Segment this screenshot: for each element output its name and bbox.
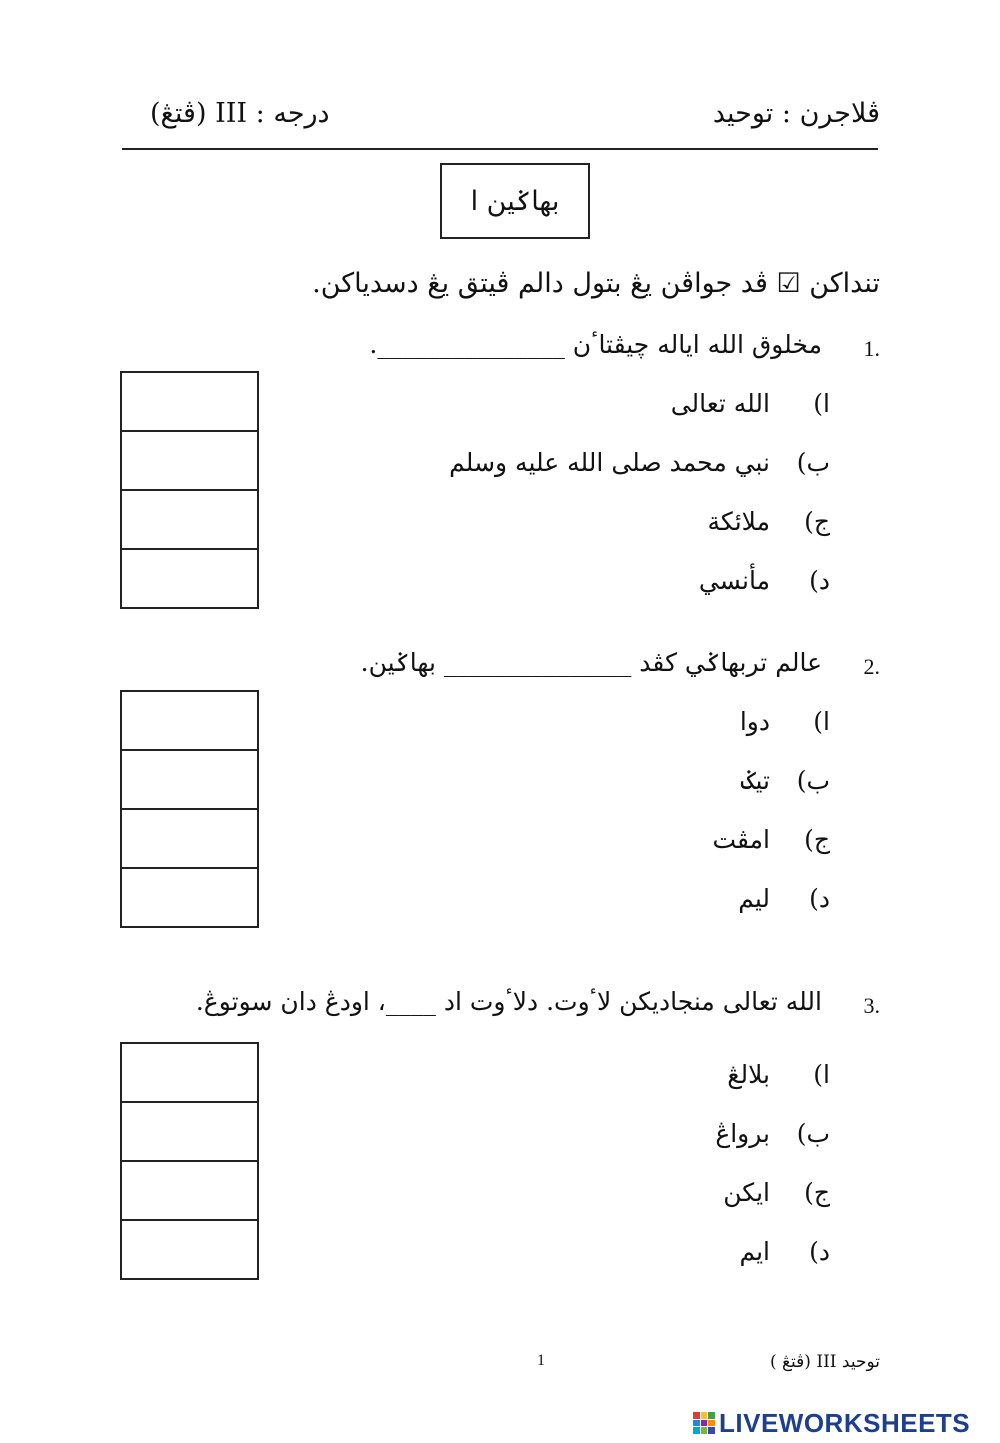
answer-checkbox[interactable] (122, 1044, 257, 1103)
option-text: ملائكة (707, 507, 770, 536)
option-letter: ج) (804, 507, 830, 536)
answer-checkbox[interactable] (122, 1162, 257, 1221)
answer-boxes-q1 (120, 371, 259, 609)
option-text: مأنسي (698, 566, 770, 595)
answer-checkbox[interactable] (122, 692, 257, 751)
answer-checkbox[interactable] (122, 373, 257, 432)
option-letter: ا) (813, 389, 830, 418)
brand-name: LIVEWORKSHEETS (719, 1407, 971, 1438)
option-text: امڤت (712, 825, 770, 854)
answer-checkbox[interactable] (122, 869, 257, 926)
question-text: الله تعالى منجاديكن لاٴوت. دلاٴوت اد ____، اودڠ دان سوتوڠ. (195, 987, 822, 1016)
question-number: 2. (863, 654, 880, 679)
option-text: ايكن (723, 1178, 770, 1207)
instruction-text: تنداكن ☑ ڤد جواڤن يڠ بتول دالم ڤيتق يڠ دسدياكن. (312, 268, 880, 299)
option-text: تيݢ (740, 766, 770, 795)
question-text: عالم تربهاݢي كڤد _______________ بهاݢين. (360, 648, 822, 677)
answer-checkbox[interactable] (122, 810, 257, 869)
option-text: الله تعالى (670, 389, 770, 418)
option-letter: ج) (804, 825, 830, 854)
option-letter: ب) (796, 766, 830, 795)
option-text: برواڠ (715, 1119, 770, 1148)
option-letter: ب) (796, 1119, 830, 1148)
subject-label: ڤلاجرن : توحيد (712, 98, 880, 129)
option-text: ايم (739, 1237, 770, 1266)
option-letter: ا) (813, 1060, 830, 1089)
answer-boxes-q3 (120, 1042, 259, 1280)
grade-label: درجه : III (ڤتڠ) (150, 98, 330, 129)
question-text: مخلوق الله اياله چيڤتاٴن _______________. (369, 330, 822, 359)
option-letter: ج) (804, 1178, 830, 1207)
answer-checkbox[interactable] (122, 1103, 257, 1162)
answer-boxes-q2 (120, 690, 259, 928)
answer-checkbox[interactable] (122, 550, 257, 607)
liveworksheets-logo (693, 1408, 970, 1438)
page-number: 1 (537, 1352, 545, 1369)
option-text: ليم (738, 884, 770, 913)
option-letter: ب) (796, 448, 830, 477)
answer-checkbox[interactable] (122, 1221, 257, 1278)
question-number: 1. (863, 336, 880, 361)
option-text: دوا (739, 707, 770, 736)
option-letter: د) (809, 884, 830, 913)
option-letter: ا) (813, 707, 830, 736)
answer-checkbox[interactable] (122, 751, 257, 810)
footer-title: توحيد III (ڤتڠ ) (769, 1352, 880, 1372)
question-number: 3. (863, 993, 880, 1018)
header-divider (122, 148, 878, 150)
section-title: بهاݢين ا (470, 185, 560, 217)
answer-checkbox[interactable] (122, 491, 257, 550)
answer-checkbox[interactable] (122, 432, 257, 491)
option-text: نبي محمد صلى الله عليه وسلم (449, 448, 770, 477)
option-text: بلالڠ (727, 1060, 770, 1089)
option-letter: د) (809, 1237, 830, 1266)
section-title-box (440, 163, 590, 239)
liveworksheets-grid-icon (693, 1412, 715, 1434)
option-letter: د) (809, 566, 830, 595)
